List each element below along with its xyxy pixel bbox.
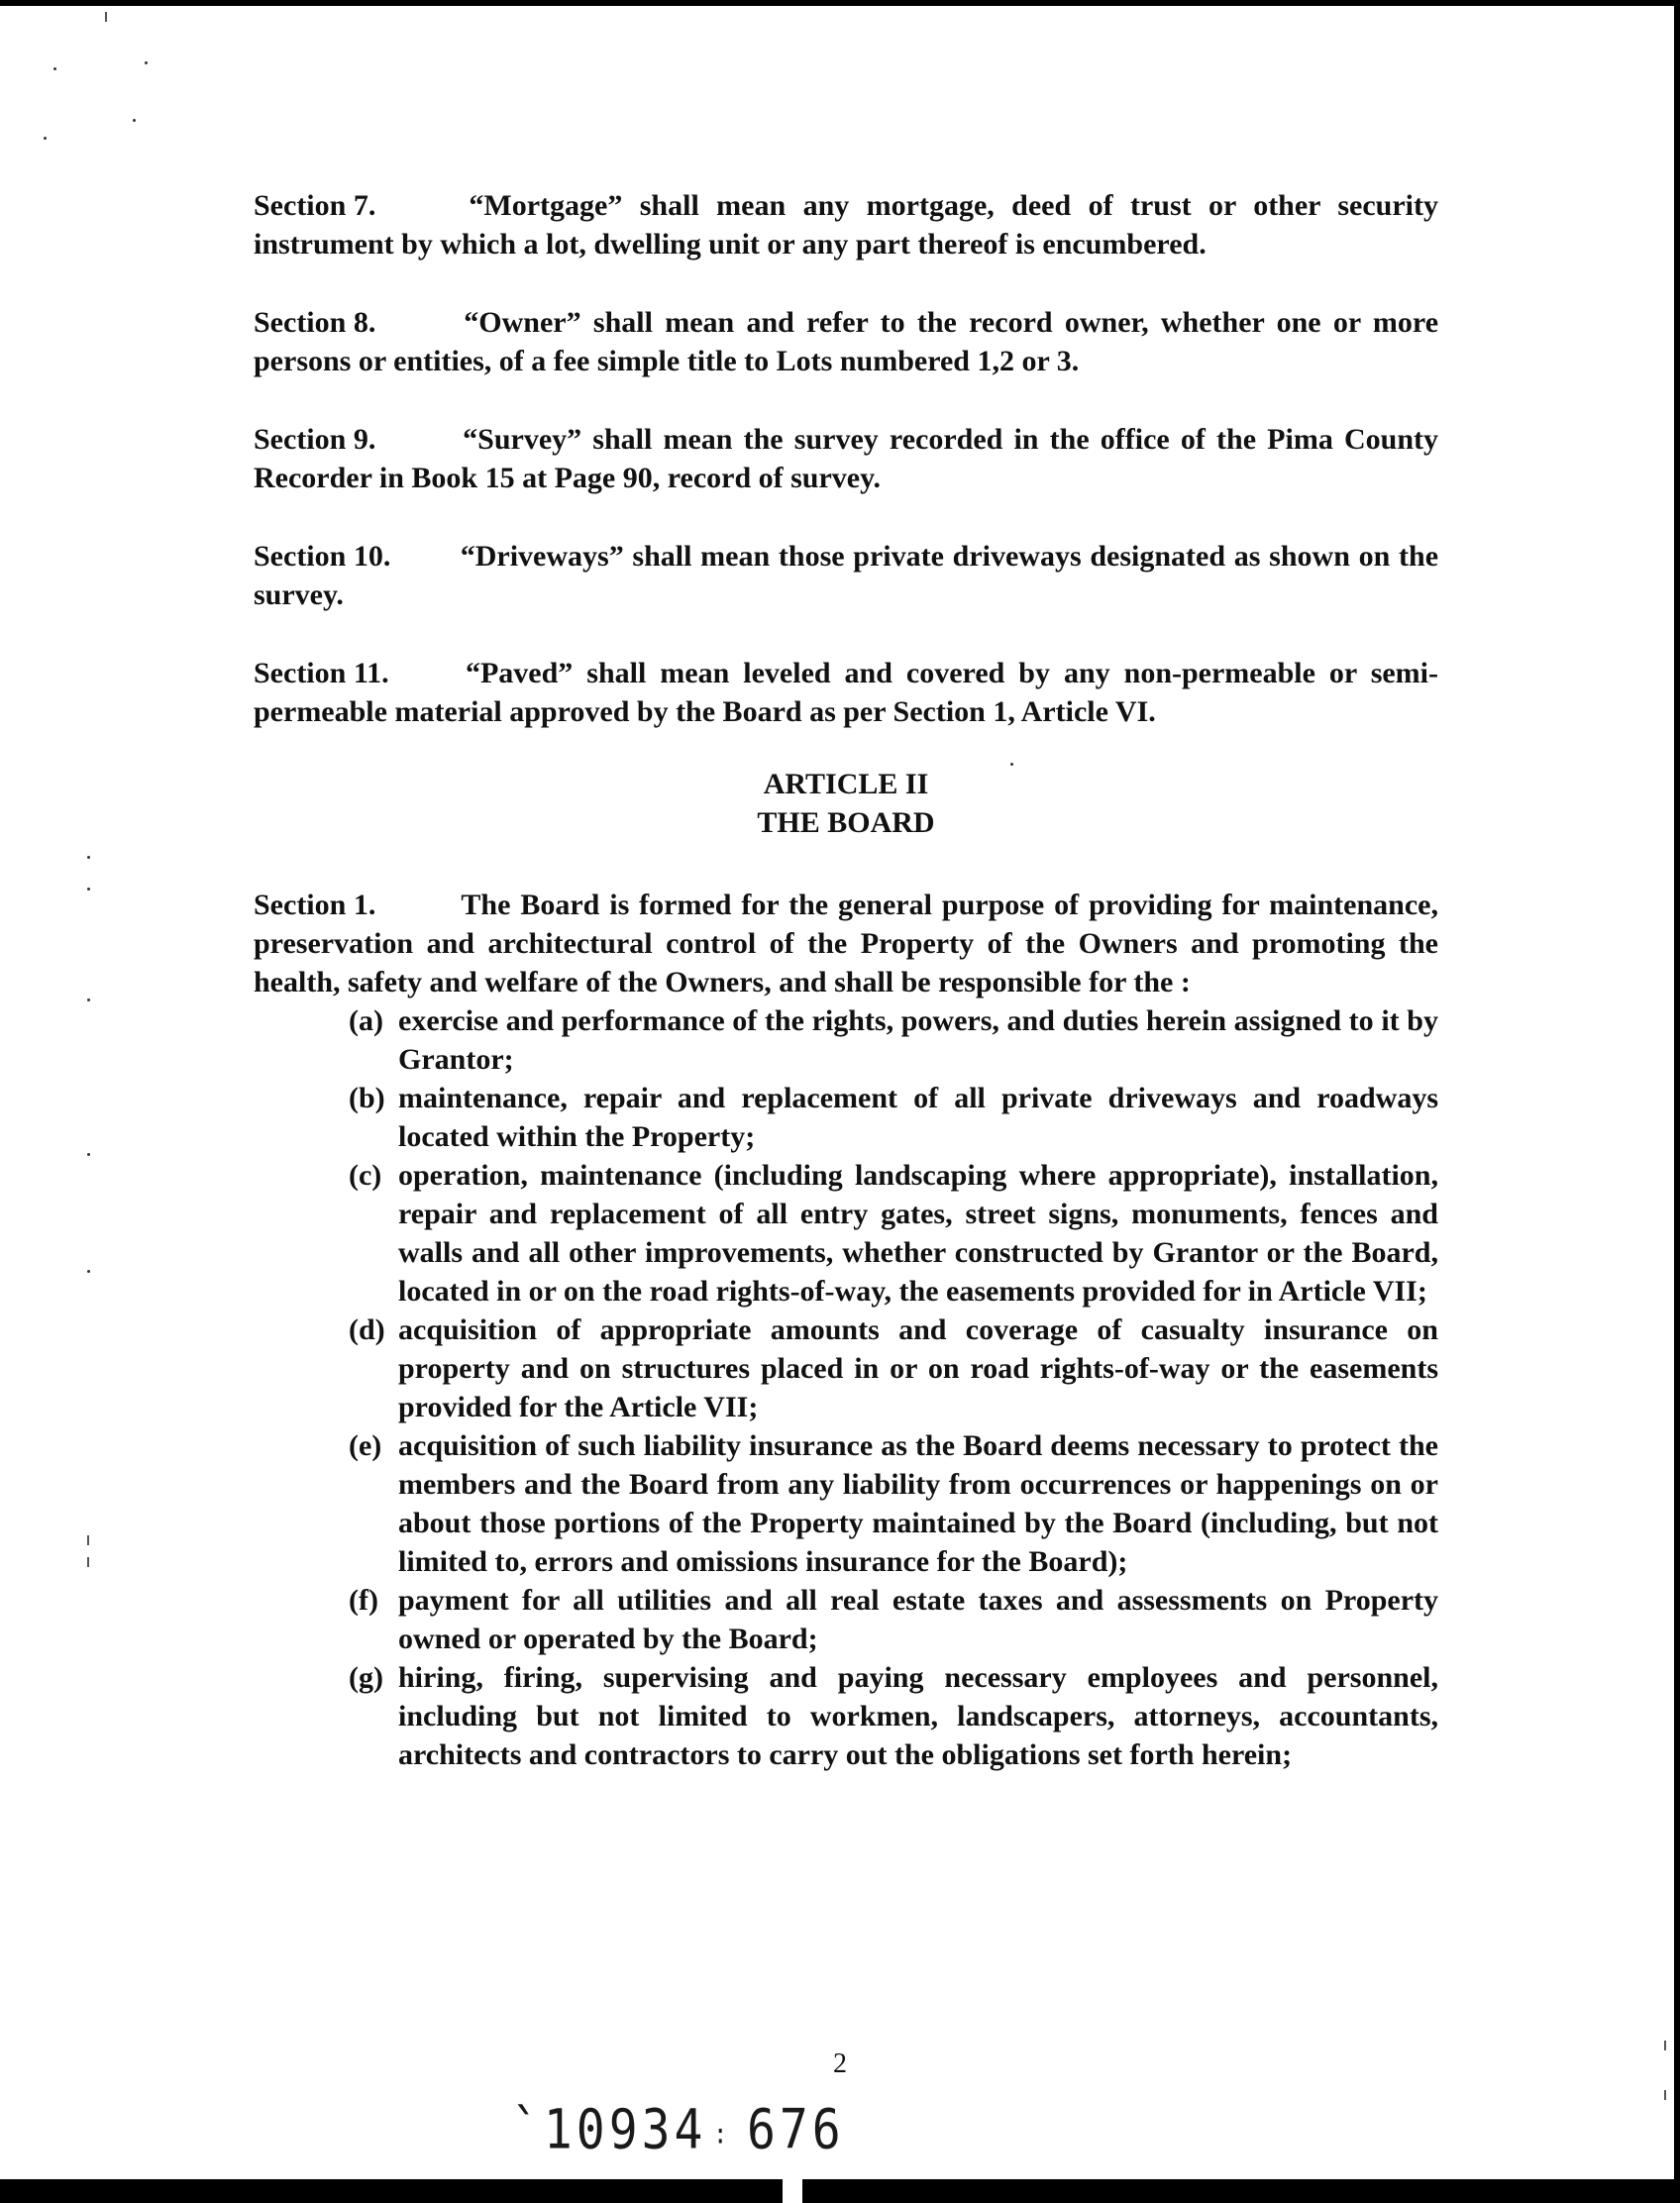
- list-item-text: payment for all utilities and all real estate taxes and assessments on Property owned or operated by the Board;: [398, 1584, 1438, 1655]
- list-item: [349, 1426, 1438, 1581]
- scan-speck: [87, 1153, 90, 1156]
- list-marker: (d): [349, 1313, 385, 1346]
- list-item: [349, 1581, 1438, 1658]
- article-heading: [254, 765, 1438, 842]
- recording-stamp-page: 676: [747, 2098, 845, 2162]
- recording-stamp-separator: :: [713, 2118, 732, 2151]
- list-marker: (a): [349, 1004, 383, 1037]
- board-responsibilities-list: [254, 1001, 1438, 1774]
- section-text: The Board is formed for the general purpose of providing for maintenance, preservation and architectural control of the Property of the Owners and promoting the health, safety and welfare of the Owners, and shall be responsible for the :: [254, 889, 1438, 998]
- section-label: Section 10.: [254, 540, 391, 573]
- scan-speck: [87, 856, 90, 859]
- section-label: Section 7.: [254, 189, 376, 222]
- scan-speck: [53, 67, 56, 70]
- scan-speck: [87, 1270, 90, 1273]
- article-title: THE BOARD: [757, 806, 935, 839]
- section-text: “Driveways” shall mean those private driveways designated as shown on the survey.: [254, 540, 1439, 611]
- board-section-1-intro: [254, 886, 1438, 1001]
- document-body: [254, 186, 1438, 1774]
- scan-speck: [145, 61, 148, 64]
- list-item: [349, 1311, 1438, 1426]
- article-number: ARTICLE II: [763, 768, 929, 800]
- scan-edge-gap: [783, 2179, 802, 2203]
- page-number: 2: [833, 2048, 847, 2079]
- list-marker: (c): [349, 1159, 382, 1192]
- scan-speck: [87, 998, 90, 1001]
- list-marker: (f): [349, 1584, 378, 1617]
- list-item-text: operation, maintenance (including landscaping where appropriate), installation, repair and replacement of all entry gates, street signs, monuments, fences and walls and all other improvements, whether constructed by Grantor or the Board, located in or on the road rights-of-way, the easements provided for in Article VII;: [398, 1159, 1438, 1308]
- list-item-text: acquisition of such liability insurance as the Board deems necessary to protect the members and the Board from any liability from occurrences or happenings on or about those portions of the Property maintained by the Board (including, but not limited to, errors and omissions insurance for the Board);: [398, 1429, 1438, 1578]
- section-text: “Mortgage” shall mean any mortgage, deed of trust or other security instrument by which a lot, dwelling unit or any part thereof is encumbered.: [254, 189, 1438, 261]
- scan-speck: [44, 137, 47, 140]
- list-item-text: hiring, firing, supervising and paying necessary employees and personnel, including but not limited to workmen, landscapers, attorneys, accountants, architects and contractors to carry out the obligations set forth herein;: [398, 1661, 1438, 1771]
- scan-edge-right: [1674, 0, 1680, 2203]
- section-text: “Survey” shall mean the survey recorded in the office of the Pima County Recorder in Book 15 at Page 90, record of survey.: [254, 423, 1439, 494]
- section-label: Section 8.: [254, 306, 376, 339]
- list-item-text: acquisition of appropriate amounts and coverage of casualty insurance on property and on structures placed in or on road rights-of-way or the easements provided for the Article VII;: [398, 1313, 1438, 1423]
- list-item-text: exercise and performance of the rights, powers, and duties herein assigned to it by Grantor;: [398, 1004, 1438, 1076]
- list-marker: (b): [349, 1082, 385, 1114]
- scan-speck: [87, 888, 90, 891]
- definition-section-9: [254, 420, 1438, 497]
- list-marker: (e): [349, 1429, 382, 1462]
- list-item: [349, 1079, 1438, 1156]
- definition-section-11: [254, 654, 1438, 731]
- definition-section-7: [254, 186, 1438, 263]
- recording-stamp-book: `10934: [511, 2098, 707, 2162]
- definition-section-10: [254, 537, 1438, 614]
- scan-speck: [87, 1557, 89, 1567]
- list-item: [349, 1658, 1438, 1774]
- scan-speck: [1664, 2090, 1666, 2100]
- section-text: “Owner” shall mean and refer to the record owner, whether one or more persons or entities, of a fee simple title to Lots numbered 1,2 or 3.: [254, 306, 1439, 377]
- list-item-text: maintenance, repair and replacement of all private driveways and roadways located within the Property;: [398, 1082, 1438, 1153]
- section-label: Section 11.: [254, 657, 389, 689]
- list-item: [349, 1001, 1438, 1079]
- scan-edge-bottom: [0, 2179, 1680, 2203]
- scan-speck: [87, 1535, 89, 1545]
- section-label: Section 9.: [254, 423, 376, 456]
- scan-edge-top: [0, 0, 1680, 6]
- list-marker: (g): [349, 1661, 383, 1694]
- list-item: [349, 1156, 1438, 1311]
- scan-speck: [133, 119, 136, 122]
- scan-speck: [105, 12, 107, 22]
- definition-section-8: [254, 303, 1438, 380]
- section-text: “Paved” shall mean leveled and covered by any non-permeable or semi-permeable material approved by the Board as per Section 1, Article VI.: [254, 657, 1438, 728]
- section-label: Section 1.: [254, 889, 376, 921]
